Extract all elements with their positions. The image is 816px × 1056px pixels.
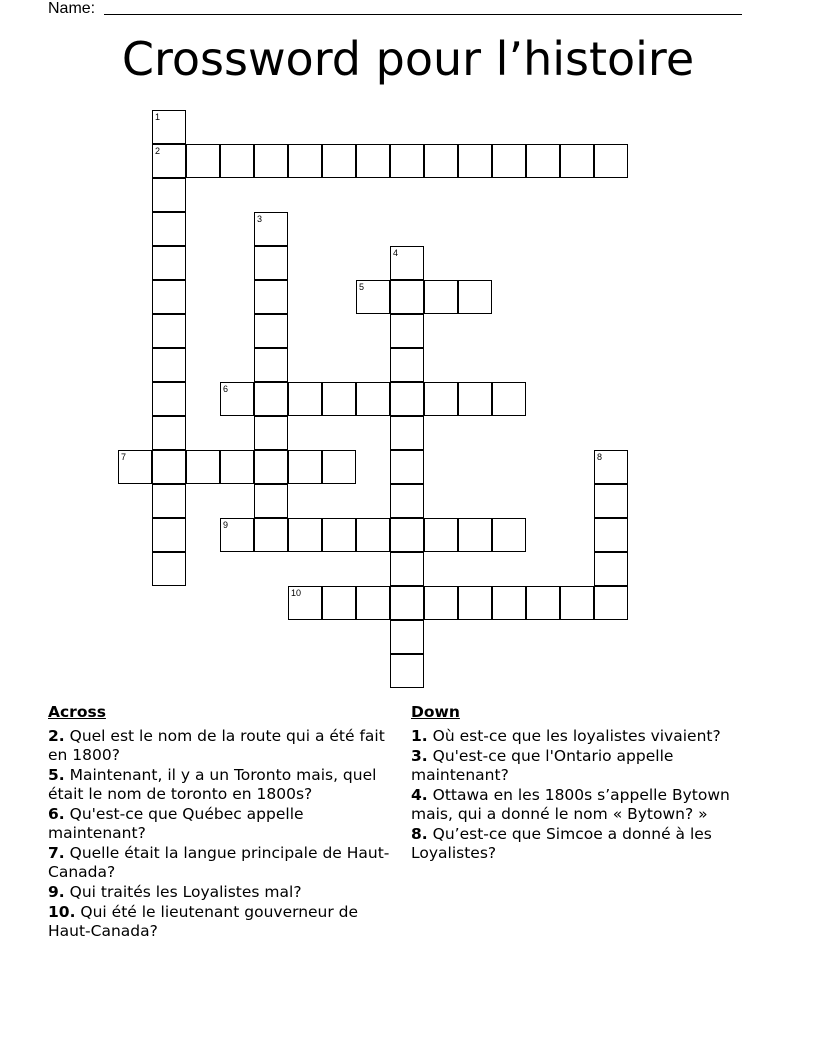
grid-cell[interactable]	[322, 450, 356, 484]
clue-number: 8.	[411, 825, 428, 843]
grid-cell[interactable]	[390, 280, 424, 314]
down-clue	[411, 825, 741, 863]
grid-cell[interactable]	[526, 586, 560, 620]
clue-number: 2.	[48, 727, 65, 745]
grid-cell[interactable]	[424, 280, 458, 314]
grid-cell[interactable]	[152, 178, 186, 212]
clue-number: 10.	[48, 903, 76, 921]
grid-cell[interactable]	[458, 382, 492, 416]
clue-text: Qui traités les Loyalistes mal?	[69, 883, 302, 901]
grid-cell[interactable]	[390, 348, 424, 382]
clue-number: 5.	[48, 766, 65, 784]
grid-cell[interactable]	[424, 144, 458, 178]
clue-number: 1.	[411, 727, 428, 745]
grid-cell[interactable]	[594, 450, 628, 484]
grid-cell[interactable]	[152, 450, 186, 484]
grid-cell[interactable]	[254, 212, 288, 246]
grid-cell[interactable]	[152, 246, 186, 280]
grid-cell[interactable]	[288, 586, 322, 620]
down-heading: Down	[411, 703, 460, 721]
grid-cell[interactable]	[526, 144, 560, 178]
down-clue	[411, 786, 741, 824]
down-clue	[411, 727, 741, 746]
grid-cell[interactable]	[254, 518, 288, 552]
grid-cell[interactable]	[390, 654, 424, 688]
across-clue	[48, 883, 400, 902]
cell-number: 1	[155, 112, 161, 122]
grid-cell[interactable]	[186, 450, 220, 484]
across-clues	[48, 703, 400, 942]
grid-cell[interactable]	[594, 586, 628, 620]
grid-cell[interactable]	[152, 348, 186, 382]
grid-cell[interactable]	[424, 586, 458, 620]
grid-cell[interactable]	[390, 450, 424, 484]
grid-cell[interactable]	[356, 586, 390, 620]
grid-cell[interactable]	[152, 314, 186, 348]
clue-text: Qui été le lieutenant gouverneur de Haut-Canada?	[48, 903, 359, 940]
cell-number: 4	[393, 248, 399, 258]
grid-cell[interactable]	[458, 280, 492, 314]
clue-number: 4.	[411, 786, 428, 804]
grid-cell[interactable]	[152, 416, 186, 450]
grid-cell[interactable]	[254, 144, 288, 178]
grid-cell[interactable]	[390, 552, 424, 586]
grid-cell[interactable]	[152, 280, 186, 314]
grid-cell[interactable]	[220, 450, 254, 484]
grid-cell[interactable]	[492, 144, 526, 178]
clue-text: Ottawa en les 1800s s’appelle Bytown mais, qui a donné le nom « Bytown? »	[411, 786, 730, 823]
grid-cell[interactable]	[152, 552, 186, 586]
across-clue-list	[48, 727, 400, 941]
grid-cell[interactable]	[322, 518, 356, 552]
grid-cell[interactable]	[424, 382, 458, 416]
grid-cell[interactable]	[390, 382, 424, 416]
across-clue	[48, 805, 400, 843]
down-clue-list	[411, 727, 741, 863]
grid-cell[interactable]	[390, 246, 424, 280]
grid-cell[interactable]	[390, 518, 424, 552]
grid-cell[interactable]	[152, 110, 186, 144]
down-clues	[411, 703, 741, 864]
cell-number: 5	[359, 282, 365, 292]
clue-text: Où est-ce que les loyalistes vivaient?	[432, 727, 721, 745]
cell-number: 6	[223, 384, 229, 394]
grid-cell[interactable]	[254, 416, 288, 450]
grid-cell[interactable]	[152, 518, 186, 552]
grid-cell[interactable]	[288, 450, 322, 484]
cell-number: 3	[257, 214, 263, 224]
cell-number: 8	[597, 452, 603, 462]
grid-cell[interactable]	[152, 212, 186, 246]
clue-text: Quelle était la langue principale de Haut-Canada?	[48, 844, 390, 881]
grid-cell[interactable]	[322, 586, 356, 620]
grid-cell[interactable]	[220, 382, 254, 416]
grid-cell[interactable]	[288, 382, 322, 416]
grid-cell[interactable]	[322, 144, 356, 178]
across-clue	[48, 766, 400, 804]
grid-cell[interactable]	[322, 382, 356, 416]
grid-cell[interactable]	[560, 144, 594, 178]
grid-cell[interactable]	[118, 450, 152, 484]
grid-cell[interactable]	[152, 382, 186, 416]
clue-text: Qu’est-ce que Simcoe a donné à les Loyalistes?	[411, 825, 712, 862]
down-clue	[411, 747, 741, 785]
across-clue	[48, 844, 400, 882]
clue-text: Maintenant, il y a un Toronto mais, quel était le nom de toronto en 1800s?	[48, 766, 377, 803]
grid-cell[interactable]	[390, 144, 424, 178]
grid-cell[interactable]	[594, 484, 628, 518]
cell-number: 10	[291, 588, 302, 598]
grid-cell[interactable]	[492, 586, 526, 620]
cell-number: 9	[223, 520, 229, 530]
grid-cell[interactable]	[288, 518, 322, 552]
cell-number: 7	[121, 452, 127, 462]
grid-cell[interactable]	[220, 144, 254, 178]
across-heading: Across	[48, 703, 106, 721]
clue-number: 6.	[48, 805, 65, 823]
grid-cell[interactable]	[254, 450, 288, 484]
name-label: Name:	[48, 0, 96, 17]
cell-number: 2	[155, 146, 161, 156]
across-clue	[48, 727, 400, 765]
grid-cell[interactable]	[254, 348, 288, 382]
grid-cell[interactable]	[220, 518, 254, 552]
grid-cell[interactable]	[254, 484, 288, 518]
grid-cell[interactable]	[254, 280, 288, 314]
grid-cell[interactable]	[594, 518, 628, 552]
grid-cell[interactable]	[492, 382, 526, 416]
grid-cell[interactable]	[390, 314, 424, 348]
across-clue	[48, 903, 400, 941]
grid-cell[interactable]	[356, 280, 390, 314]
page-title: Crossword pour l’histoire	[121, 32, 695, 86]
grid-cell[interactable]	[288, 144, 322, 178]
grid-cell[interactable]	[594, 552, 628, 586]
grid-cell[interactable]	[356, 144, 390, 178]
grid-cell[interactable]	[254, 246, 288, 280]
grid-cell[interactable]	[390, 620, 424, 654]
grid-cell[interactable]	[390, 416, 424, 450]
grid-cell[interactable]	[458, 586, 492, 620]
grid-cell[interactable]	[458, 144, 492, 178]
grid-cell[interactable]	[594, 144, 628, 178]
grid-cell[interactable]	[424, 518, 458, 552]
grid-cell[interactable]	[186, 144, 220, 178]
grid-cell[interactable]	[390, 484, 424, 518]
grid-cell[interactable]	[458, 518, 492, 552]
grid-cell[interactable]	[356, 518, 390, 552]
clue-number: 7.	[48, 844, 65, 862]
grid-cell[interactable]	[254, 314, 288, 348]
clue-text: Quel est le nom de la route qui a été fait en 1800?	[48, 727, 385, 764]
grid-cell[interactable]	[560, 586, 594, 620]
clue-text: Qu'est-ce que l'Ontario appelle maintenant?	[411, 747, 674, 784]
grid-cell[interactable]	[492, 518, 526, 552]
clue-text: Qu'est-ce que Québec appelle maintenant?	[48, 805, 304, 842]
clue-number: 9.	[48, 883, 65, 901]
grid-cell[interactable]	[152, 484, 186, 518]
clue-number: 3.	[411, 747, 428, 765]
grid-cell[interactable]	[390, 586, 424, 620]
grid-cell[interactable]	[356, 382, 390, 416]
grid-cell[interactable]	[254, 382, 288, 416]
grid-cell[interactable]	[152, 144, 186, 178]
